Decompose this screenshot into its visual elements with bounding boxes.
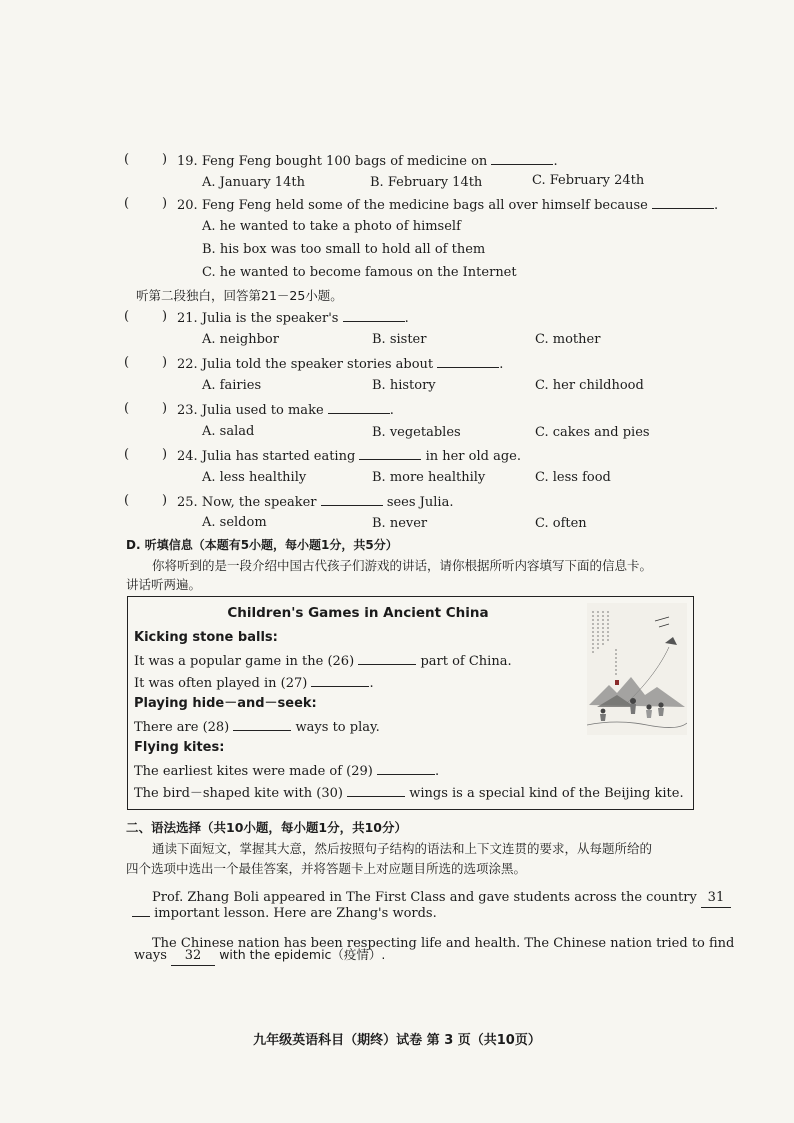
option-a: A. less healthily [202, 470, 307, 485]
option-a: A. neighbor [202, 332, 279, 347]
question-number: 22. [177, 357, 198, 372]
passage-text: important lesson. Here are Zhang's words. [154, 906, 437, 921]
card-text: wings is a special kind of the Beijing kite. [409, 786, 684, 801]
option-a: A. salad [202, 424, 255, 439]
question-text-end: sees Julia. [386, 495, 454, 510]
question-number: 25. [177, 495, 198, 510]
passage-text: with the epidemic（疫情）. [219, 947, 386, 962]
question-number: 20. [177, 198, 198, 213]
option-c: C. her childhood [535, 378, 644, 393]
card-title: Children's Games in Ancient China [227, 605, 489, 621]
option-b: B. his box was too small to hold all of them [202, 242, 486, 257]
answer-blank-26[interactable] [358, 651, 416, 665]
option-b: B. vegetables [372, 425, 461, 440]
section-d-instruction: 你将听到的是一段介绍中国古代孩子们游戏的讲话，请你根据所听内容填写下面的信息卡。 [152, 558, 653, 573]
section-d-title: D. 听填信息（本题有5小题，每小题1分，共5分） [126, 538, 398, 552]
card-line-26 [134, 651, 512, 671]
option-a: A. January 14th [202, 175, 305, 190]
passage-sentence-2: The Chinese nation has been respecting life and health. The Chinese nation tried to find [152, 936, 735, 951]
passage-text: ways [134, 948, 167, 963]
option-b: B. sister [372, 332, 427, 347]
question-20-stem [177, 195, 718, 215]
answer-blank [321, 492, 383, 506]
card-heading-hide-and-seek: Playing hide－and－seek: [134, 696, 317, 711]
question-number: 24. [177, 449, 198, 464]
option-c: C. February 24th [532, 173, 645, 188]
answer-blank [437, 354, 499, 368]
answer-paren-open: ( [124, 196, 130, 211]
section-2-instruction: 通读下面短文，掌握其大意，然后按照句子结构的语法和上下文连贯的要求，从每题所给的 [152, 841, 653, 856]
question-25-stem [177, 492, 453, 512]
section-d-instruction-2: 讲话听两遍。 [126, 577, 202, 592]
section-heading-monologue-2: 听第二段独白，回答第21－25小题。 [136, 288, 343, 303]
answer-paren-close: ) [162, 309, 168, 324]
answer-paren-close: ) [162, 447, 168, 462]
answer-paren-close: ) [162, 493, 168, 508]
passage-sentence-1-cont [132, 903, 437, 923]
blank-31[interactable]: 31 [701, 889, 731, 908]
question-number: 23. [177, 403, 198, 418]
blank-31-continuation [132, 903, 150, 917]
option-c: C. he wanted to become famous on the Internet [202, 265, 517, 280]
section-2-title: 二、语法选择（共10小题，每小题1分，共10分） [126, 820, 407, 835]
option-c: C. cakes and pies [535, 425, 650, 440]
question-text-end: . [404, 311, 409, 326]
info-card [127, 596, 694, 810]
option-a: A. he wanted to take a photo of himself [202, 219, 461, 234]
answer-paren-open: ( [124, 493, 130, 508]
option-b: B. more healthily [372, 470, 486, 485]
page-footer: 九年级英语科目（期终）试卷 第 3 页（共10页） [253, 1033, 541, 1048]
question-number: 21. [177, 311, 198, 326]
option-b: B. history [372, 378, 436, 393]
card-text: The bird－shaped kite with (30) [134, 786, 343, 801]
answer-paren-close: ) [162, 196, 168, 211]
question-text-end: in her old age. [425, 449, 521, 464]
kite-painting-illustration [587, 603, 687, 735]
card-text: It was often played in (27) [134, 676, 308, 691]
question-text: Now, the speaker [201, 495, 317, 510]
answer-blank-28[interactable] [233, 717, 291, 731]
passage-sentence-2-cont [134, 946, 385, 966]
answer-paren-open: ( [124, 401, 130, 416]
answer-blank [652, 195, 714, 209]
option-a: A. seldom [202, 515, 267, 530]
answer-paren-close: ) [162, 355, 168, 370]
question-text-end: . [389, 403, 394, 418]
blank-32[interactable]: 32 [171, 947, 215, 966]
card-line-29 [134, 761, 439, 781]
answer-blank [343, 308, 405, 322]
question-21-stem [177, 308, 409, 328]
answer-paren-open: ( [124, 447, 130, 462]
card-text: . [369, 676, 374, 691]
answer-blank-30[interactable] [347, 783, 405, 797]
passage-text: Prof. Zhang Boli appeared in The First Class and gave students across the country [152, 890, 697, 905]
card-line-30 [134, 783, 684, 803]
answer-blank [328, 400, 390, 414]
question-text: Julia used to make [201, 403, 324, 418]
option-c: C. mother [535, 332, 601, 347]
answer-paren-open: ( [124, 309, 130, 324]
question-text: Julia has started eating [201, 449, 356, 464]
question-text-end: . [499, 357, 504, 372]
answer-blank-29[interactable] [377, 761, 435, 775]
section-2-instruction-2: 四个选项中选出一个最佳答案，并将答题卡上对应题目所选的选项涂黑。 [126, 861, 527, 876]
card-text: It was a popular game in the (26) [134, 654, 355, 669]
question-19-stem [177, 151, 558, 171]
answer-paren-open: ( [124, 355, 130, 370]
answer-paren-open: ( [124, 152, 130, 167]
answer-paren-close: ) [162, 401, 168, 416]
card-line-28 [134, 717, 380, 737]
option-c: C. often [535, 516, 587, 531]
answer-blank [491, 151, 553, 165]
question-23-stem [177, 400, 394, 420]
card-text: The earliest kites were made of (29) [134, 764, 373, 779]
option-b: B. February 14th [370, 175, 483, 190]
question-number: 19. [177, 154, 198, 169]
card-text: part of China. [420, 654, 512, 669]
option-b: B. never [372, 516, 428, 531]
answer-paren-close: ) [162, 152, 168, 167]
question-24-stem [177, 446, 521, 466]
card-heading-kicking-stone-balls: Kicking stone balls: [134, 630, 278, 645]
option-c: C. less food [535, 470, 611, 485]
question-text: Julia is the speaker's [201, 311, 339, 326]
question-text: Julia told the speaker stories about [201, 357, 434, 372]
question-text: Feng Feng bought 100 bags of medicine on [201, 154, 488, 169]
answer-blank-27[interactable] [311, 673, 369, 687]
card-text: There are (28) [134, 720, 230, 735]
answer-blank [359, 446, 421, 460]
option-a: A. fairies [202, 378, 262, 393]
question-text-end: . [553, 154, 558, 169]
card-text: . [435, 764, 440, 779]
card-line-27 [134, 673, 374, 693]
card-heading-flying-kites: Flying kites: [134, 740, 225, 755]
question-text-end: . [714, 198, 719, 213]
question-22-stem [177, 354, 503, 374]
question-text: Feng Feng held some of the medicine bags all over himself because [201, 198, 648, 213]
card-text: ways to play. [295, 720, 380, 735]
